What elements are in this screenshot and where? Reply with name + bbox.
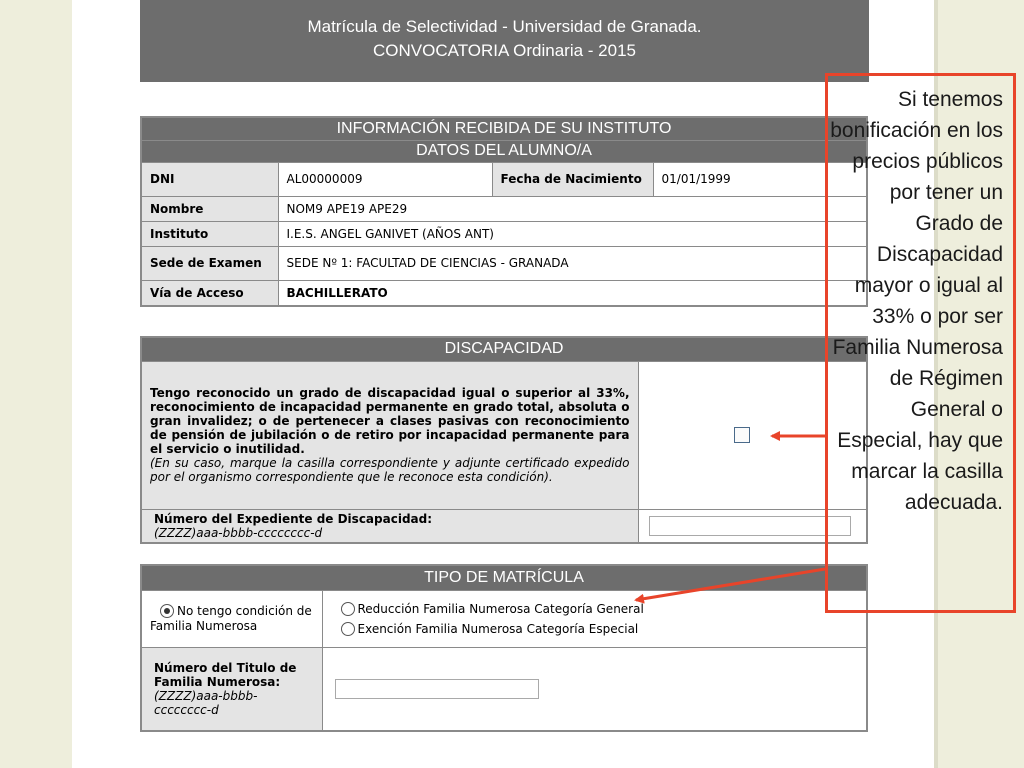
disability-file-label-cell [141,509,638,543]
access-route-label: Vía de Acceso [141,280,278,306]
header-subtitle: CONVOCATORIA Ordinaria - 2015 [373,41,636,60]
no-large-family-radio[interactable] [160,604,174,618]
special-category-option[interactable] [341,619,849,639]
disability-file-label: Número del Expediente de Discapacidad: [154,511,433,526]
name-label: Nombre [141,196,278,221]
disability-file-format: (ZZZZ)aaa-bbbb-cccccccc-d [154,525,323,540]
family-title-format: (ZZZZ)aaa-bbbb-cccccccc-d [154,688,258,717]
info-section-title: INFORMACIÓN RECIBIDA DE SU INSTITUTO [141,117,867,140]
special-category-radio[interactable] [341,622,355,636]
annotation-text: Si tenemos bonificación en los precios públicos por tener un Grado de Discapacidad mayor o igual al 33% o por ser Familia Numerosa de Régimen General o Especial, hay que marcar la casilla adecuada. [830,88,1003,514]
exam-site-label: Sede de Examen [141,246,278,280]
disability-statement-note: (En su caso, marque la casilla correspondiente y adjunte certificado expedido por el organismo correspondiente que le reconoce esta condición). [150,456,630,484]
student-data-table [140,116,868,307]
annotation-callout [825,73,1016,613]
no-large-family-option [141,590,322,647]
disability-table [140,336,868,544]
family-title-input-cell [322,647,867,731]
general-category-label[interactable]: Reducción Familia Numerosa Categoría General [357,601,644,616]
disability-file-input[interactable] [649,516,851,536]
disability-statement [141,361,638,509]
header-title: Matrícula de Selectividad - Universidad de Granada. [307,17,702,36]
disability-section-title: DISCAPACIDAD [141,337,867,361]
name-value: NOM9 APE19 APE29 [278,196,867,221]
institute-value: I.E.S. ANGEL GANIVET (AÑOS ANT) [278,221,867,246]
disability-checkbox[interactable] [734,427,750,443]
family-title-input[interactable] [335,679,539,699]
access-route-value: BACHILLERATO [278,280,867,306]
exam-site-value: SEDE Nº 1: FACULTAD DE CIENCIAS - GRANADA [278,246,867,280]
enrollment-section-title: TIPO DE MATRÍCULA [141,565,867,590]
enrollment-type-table [140,564,868,732]
family-title-label: Número del Titulo de Familia Numerosa: [154,660,297,689]
large-family-options [322,590,867,647]
special-category-label[interactable]: Exención Familia Numerosa Categoría Especial [357,621,639,636]
page-header [140,0,869,82]
disability-statement-text: Tengo reconocido un grado de discapacidad igual o superior al 33%, reconocimiento de incapacidad permanente en grado total, absoluta o gran invalidez; o de pertenecer a clases pasivas con reconocimiento de pensión de jubilación o de retiro por incapacidad permanente para el servicio o inutilidad. [150,386,630,456]
general-category-option[interactable] [341,599,849,619]
dni-label: DNI [141,162,278,196]
family-title-label-cell [141,647,322,731]
general-category-radio[interactable] [341,602,355,616]
institute-label: Instituto [141,221,278,246]
birth-date-value: 01/01/1999 [653,162,867,196]
no-large-family-label[interactable]: No tengo condición de Familia Numerosa [150,603,312,633]
birth-date-label: Fecha de Nacimiento [492,162,653,196]
student-section-title: DATOS DEL ALUMNO/A [141,140,867,162]
dni-value: AL00000009 [278,162,492,196]
